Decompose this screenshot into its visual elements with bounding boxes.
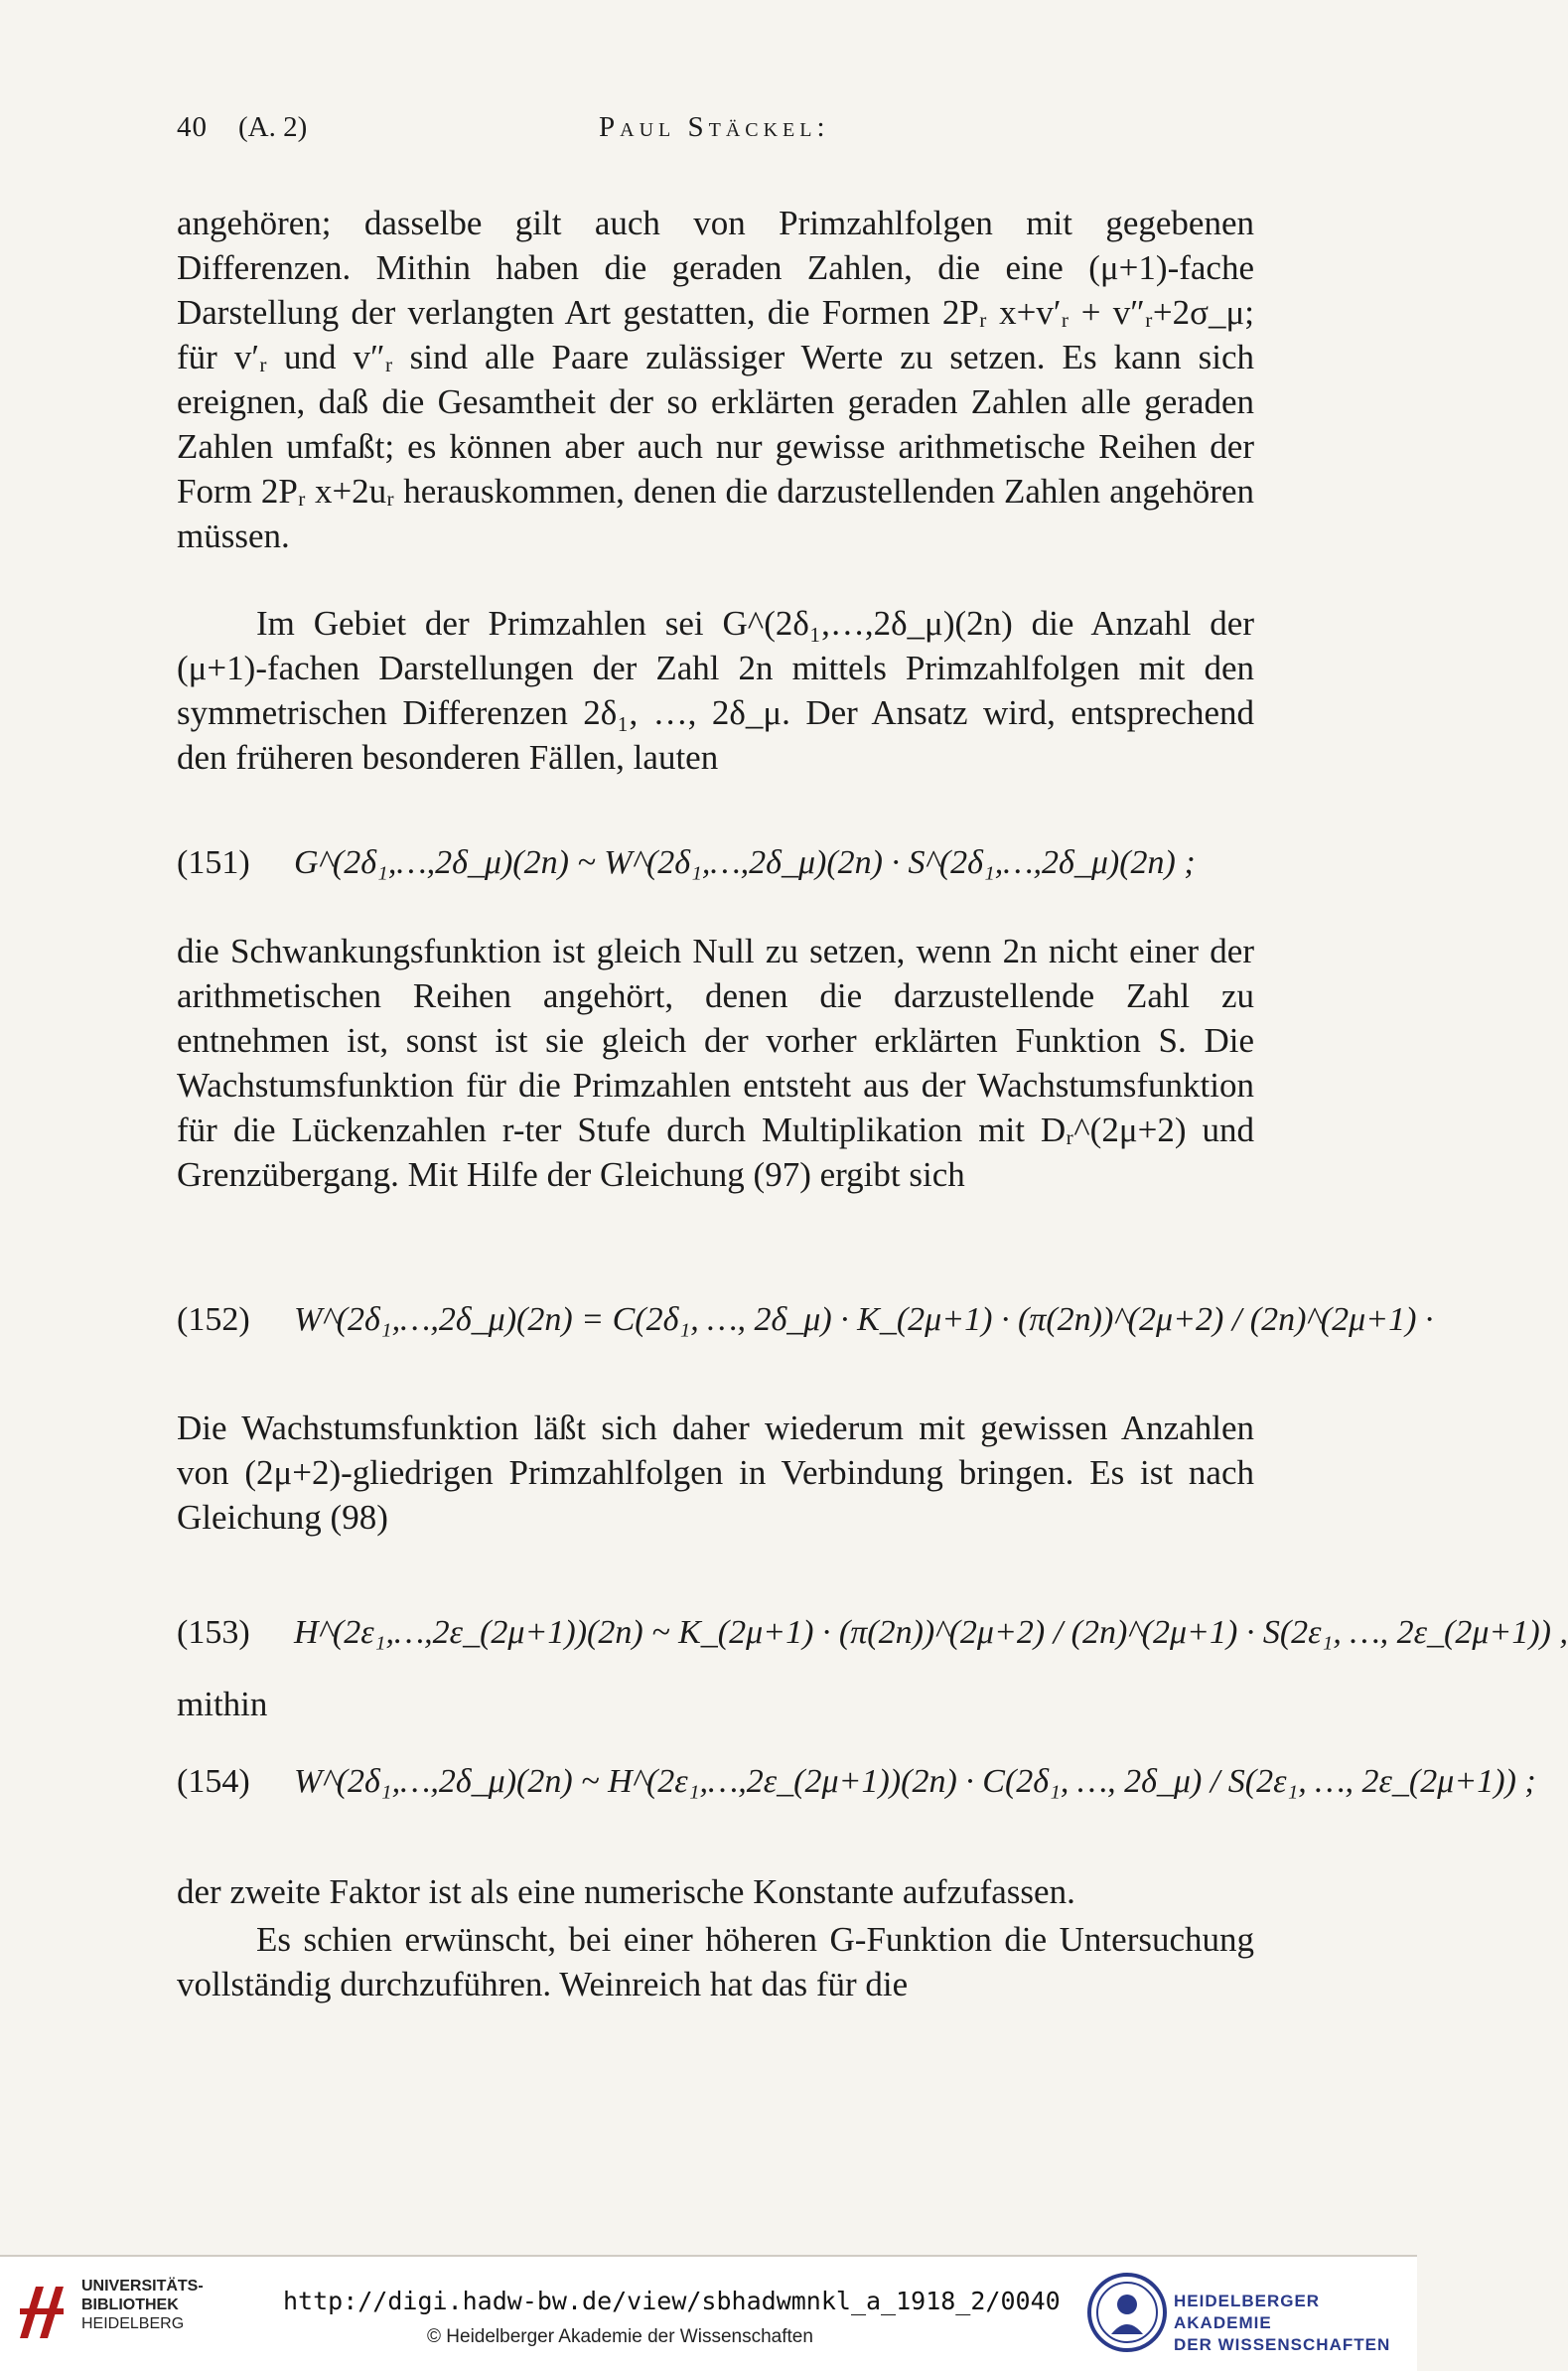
paragraph-7-block [177, 1917, 1254, 2006]
paragraph-2: Im Gebiet der Primzahlen sei G^(2δ₁,…,2δ_μ)(2n) die Anzahl der (μ+1)-fachen Darstellungen der Zahl 2n mittels Primzahlfolgen mit den symmetrischen Differenzen 2δ₁, …, 2δ_μ. Der Ansatz wird, entsprechend den früheren besonderen Fällen, lauten [177, 604, 1254, 777]
library-name-line-3: HEIDELBERG [81, 2315, 185, 2332]
paragraph-5: mithin [177, 1685, 268, 1723]
paragraph-4-block [177, 1406, 1254, 1540]
equation-152 [177, 1301, 1434, 1371]
paragraph-3-block [177, 929, 1254, 1197]
paragraph-5-block [177, 1682, 1254, 1726]
equation-153 [177, 1614, 1568, 1684]
equation-body: H^(2ε₁,…,2ε_(2μ+1))(2n) ~ K_(2μ+1) · (π(2n))^(2μ+2) / (2n)^(2μ+1) · S(2ε₁, …, 2ε_(2μ+1)) , [294, 1614, 1568, 1651]
paragraph-1-block [177, 201, 1254, 558]
academy-seal-icon [1087, 2271, 1167, 2354]
copyright-notice: © Heidelberger Akademie der Wissenschaften [427, 2326, 813, 2347]
paragraph-2-block [177, 601, 1254, 780]
library-name-line-2: BIBLIOTHEK [81, 2297, 179, 2313]
academy-name [1174, 2291, 1417, 2356]
section-label: (A. 2) [238, 111, 308, 143]
equation-number: (154) [177, 1763, 250, 1800]
equation-number: (152) [177, 1301, 250, 1338]
equation-151 [177, 844, 1254, 914]
university-library-logo-icon [14, 2279, 71, 2346]
library-name-line-1: UNIVERSITÄTS- [81, 2278, 204, 2295]
paragraph-1: angehören; dasselbe gilt auch von Primzahlfolgen mit gegebenen Differenzen. Mithin haben die geraden Zahlen, die eine (μ+1)-fache Darstellung der verlangten Art gestatten, die Formen 2Pᵣ x+v′ᵣ + v″ᵣ+2σ_μ; für v′ᵣ und v″ᵣ sind alle Paare zulässiger Werte zu setzen. Es kann sich ereignen, daß die Gesamtheit der so erklärten geraden Zahlen alle geraden Zahlen umfaßt; es können aber auch nur gewisse arithmetische Reihen der Form 2Pᵣ x+2uᵣ herauskommen, denen die darzustellenden Zahlen angehören müssen. [177, 204, 1254, 555]
university-library-name [81, 2277, 204, 2333]
digitization-footer [0, 2255, 1417, 2371]
equation-number: (151) [177, 844, 250, 881]
equation-154 [177, 1763, 1536, 1833]
equation-body: W^(2δ₁,…,2δ_μ)(2n) ~ H^(2ε₁,…,2ε_(2μ+1))(2n) · C(2δ₁, …, 2δ_μ) / S(2ε₁, …, 2ε_(2μ+1)) ; [294, 1763, 1536, 1800]
page-header [177, 111, 1249, 151]
equation-body: W^(2δ₁,…,2δ_μ)(2n) = C(2δ₁, …, 2δ_μ) · K_(2μ+1) · (π(2n))^(2μ+2) / (2n)^(2μ+1) · [294, 1301, 1434, 1338]
permalink-url[interactable]: http://digi.hadw-bw.de/view/sbhadwmnkl_a_1918_2/0040 [283, 2287, 1061, 2315]
equation-number: (153) [177, 1614, 250, 1651]
paragraph-6-block [177, 1869, 1254, 1914]
academy-name-line-2: DER WISSENSCHAFTEN [1174, 2335, 1391, 2354]
equation-body: G^(2δ₁,…,2δ_μ)(2n) ~ W^(2δ₁,…,2δ_μ)(2n) · S^(2δ₁,…,2δ_μ)(2n) ; [294, 844, 1196, 881]
paragraph-6: der zweite Faktor ist als eine numerische Konstante aufzufassen. [177, 1872, 1075, 1911]
running-head-author: Paul Stäckel: [599, 111, 830, 143]
paragraph-3: die Schwankungsfunktion ist gleich Null zu setzen, wenn 2n nicht einer der arithmetischen Reihen angehört, denen die darzustellende Zahl zu entnehmen ist, sonst ist sie gleich der vorher erklärten Funktion S. Die Wachstumsfunktion für die Primzahlen entsteht aus der Wachstumsfunktion für die Lückenzahlen r-ter Stufe durch Multiplikation mit Dᵣ^(2μ+2) und Grenzübergang. Mit Hilfe der Gleichung (97) ergibt sich [177, 932, 1254, 1194]
academy-name-line-1: HEIDELBERGER AKADEMIE [1174, 2292, 1321, 2332]
paragraph-7: Es schien erwünscht, bei einer höheren G-Funktion die Untersuchung vollständig durchzuführen. Weinreich hat das für die [177, 1920, 1254, 2003]
page-number: 40 [177, 111, 208, 143]
paragraph-4: Die Wachstumsfunktion läßt sich daher wiederum mit gewissen Anzahlen von (2μ+2)-gliedrigen Primzahlfolgen in Verbindung bringen. Es ist nach Gleichung (98) [177, 1408, 1254, 1537]
